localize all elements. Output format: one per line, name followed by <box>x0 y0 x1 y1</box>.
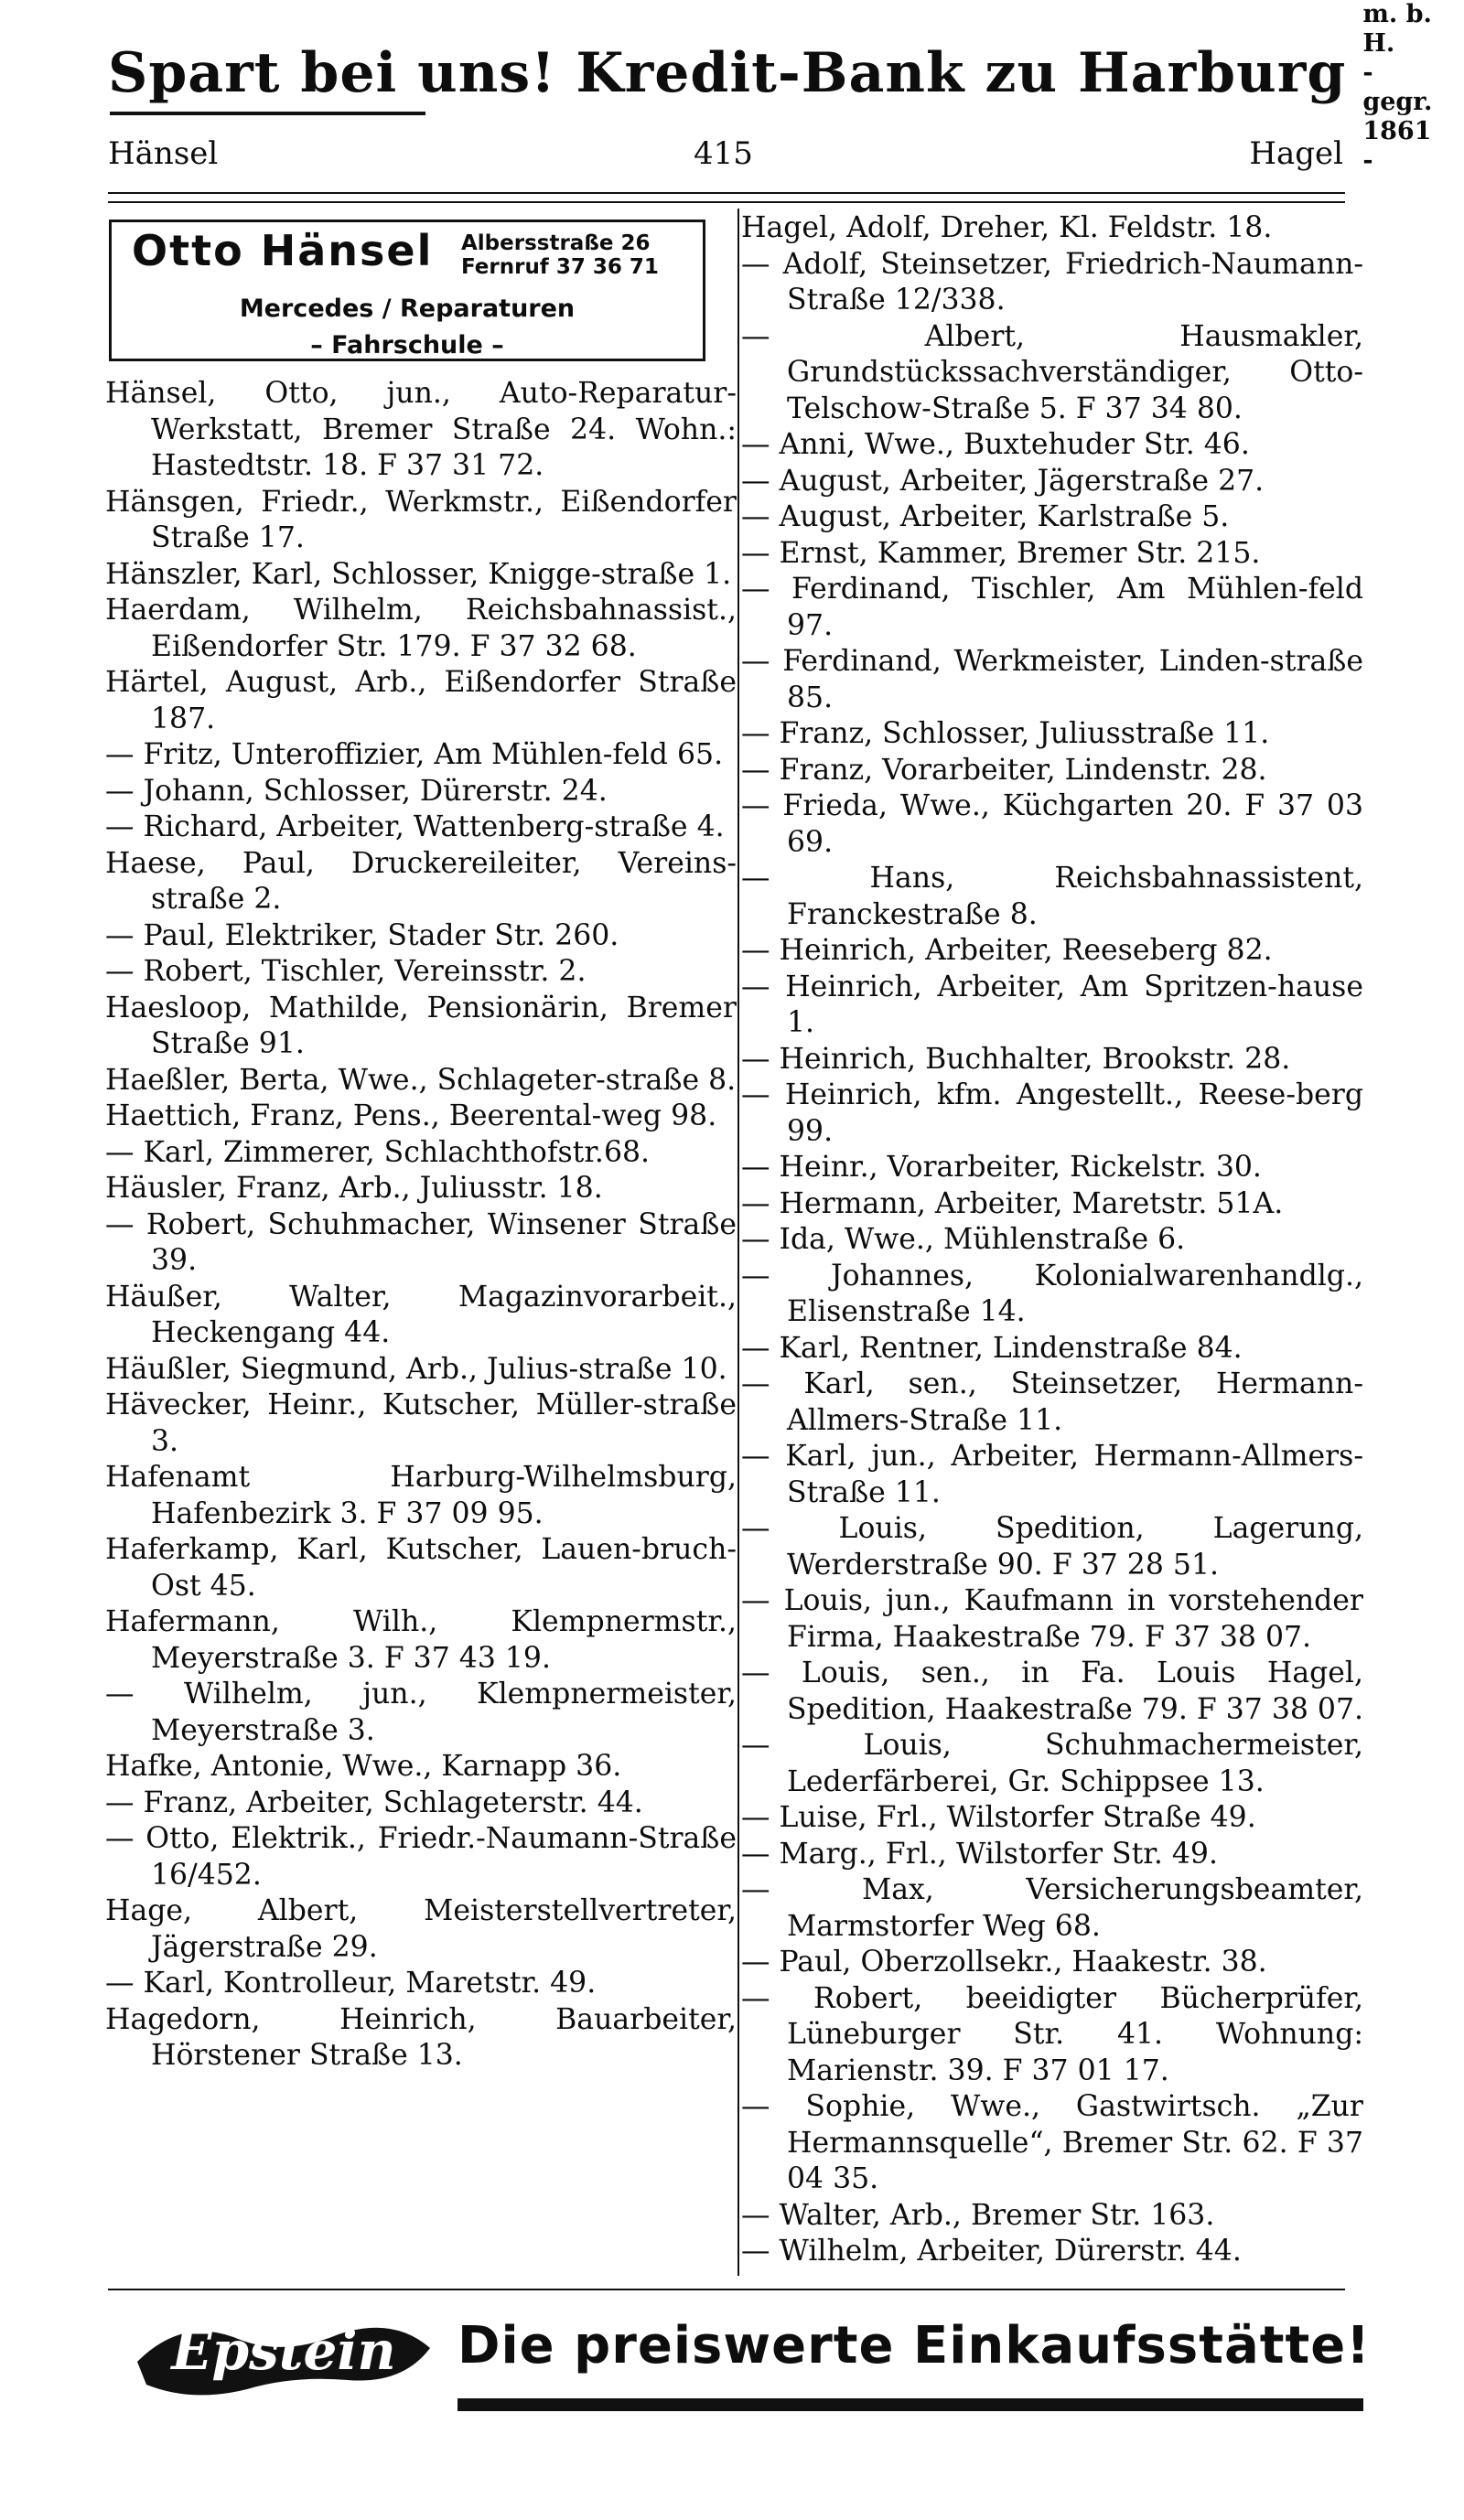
directory-entry: — Franz, Vorarbeiter, Lindenstr. 28. <box>741 753 1267 787</box>
directory-entry: — Adolf, Steinsetzer, Friedrich-Naumann-Straße 12/338. <box>741 247 1363 316</box>
otto-haensel-advertisement <box>109 220 705 361</box>
epstein-logo <box>128 2298 439 2417</box>
directory-entry: — Ernst, Kammer, Bremer Str. 215. <box>741 536 1261 570</box>
directory-entry: Hänsgen, Friedr., Werkmstr., Eißendorfer Straße 17. <box>105 485 737 554</box>
slogan-underline-bar <box>458 2398 1363 2411</box>
left-entry-list <box>105 376 737 2075</box>
right-entry-list <box>741 210 1363 2270</box>
directory-entry: — Wilhelm, Arbeiter, Dürerstr. 44. <box>741 2235 1242 2268</box>
directory-entry: — Heinr., Vorarbeiter, Rickelstr. 30. <box>741 1151 1262 1184</box>
directory-entry: — Karl, Zimmerer, Schlachthofstr.68. <box>105 1135 651 1169</box>
directory-entry: Häußer, Walter, Magazinvorarbeit., Heckengang 44. <box>105 1280 737 1349</box>
directory-entry: — Richard, Arbeiter, Wattenberg-straße 4. <box>105 810 725 843</box>
directory-entry: Häusler, Franz, Arb., Juliusstr. 18. <box>105 1172 603 1205</box>
directory-entry: — Ferdinand, Tischler, Am Mühlen-feld 97. <box>741 573 1363 642</box>
directory-entry: Hage, Albert, Meisterstellvertreter, Jägerstraße 29. <box>105 1894 737 1964</box>
directory-entry: — Max, Versicherungsbeamter, Marmstorfer Weg 68. <box>741 1873 1363 1943</box>
running-head-right: Hagel <box>1249 135 1343 172</box>
directory-entry: — Ida, Wwe., Mühlenstraße 6. <box>741 1223 1186 1256</box>
directory-entry: — Walter, Arb., Bremer Str. 163. <box>741 2198 1215 2232</box>
directory-entry: — Sophie, Wwe., Gastwirtsch. „Zur Hermannsquelle“, Bremer Str. 62. F 37 04 35. <box>741 2090 1363 2195</box>
banner-underline <box>110 112 425 115</box>
ad-company-name: Otto Hänsel <box>132 226 434 275</box>
ad-services: Mercedes / Reparaturen <box>239 295 576 323</box>
directory-entry: Haettich, Franz, Pens., Beerental-weg 98. <box>105 1099 717 1132</box>
ad-phone: Fernruf 37 36 71 <box>461 255 659 279</box>
directory-entry: — Louis, jun., Kaufmann in vorstehender Firma, Haakestraße 79. F 37 38 07. <box>741 1584 1363 1654</box>
page-number: 415 <box>694 135 753 172</box>
directory-entry: — Louis, Schuhmachermeister, Lederfärberei, Gr. Schippsee 13. <box>741 1729 1363 1798</box>
directory-entry: — Franz, Schlosser, Juliusstraße 11. <box>741 717 1270 750</box>
directory-entry: — Heinrich, kfm. Angestellt., Reese-berg 99. <box>741 1078 1363 1148</box>
directory-entry: — Louis, sen., in Fa. Louis Hagel, Spedition, Haakestraße 79. F 37 38 07. <box>741 1657 1364 1726</box>
directory-entry: — August, Arbeiter, Karlstraße 5. <box>741 500 1230 533</box>
directory-entry: — Otto, Elektrik., Friedr.-Naumann-Straße 16/452. <box>105 1822 737 1892</box>
directory-entry: — Karl, Rentner, Lindenstraße 84. <box>741 1331 1243 1365</box>
directory-entry: Hänszler, Karl, Schlosser, Knigge-straße 1. <box>105 557 732 591</box>
ad-driving-school: – Fahrschule – <box>310 331 504 359</box>
directory-entry: — Karl, jun., Arbeiter, Hermann-Allmers-Straße 11. <box>741 1440 1363 1509</box>
banner-founded: - gegr. 1861 - <box>1362 59 1433 175</box>
header-double-rule <box>108 192 1345 203</box>
directory-entry: Hafke, Antonie, Wwe., Karnapp 36. <box>105 1750 622 1783</box>
directory-entry: — Robert, Tischler, Vereinsstr. 2. <box>105 955 587 988</box>
bottom-advertisement <box>128 2298 1371 2435</box>
directory-entry: — Paul, Oberzollsekr., Haakestr. 38. <box>741 1946 1267 1978</box>
column-divider <box>737 209 739 2276</box>
directory-entry: — Johannes, Kolonialwarenhandlg., Elisenstraße 14. <box>741 1259 1363 1328</box>
running-head <box>108 135 1343 181</box>
logo-word: Epstein <box>171 2320 396 2382</box>
directory-entry: — Karl, sen., Steinsetzer, Hermann-Allmers-Straße 11. <box>741 1367 1363 1437</box>
directory-entry: — Heinrich, Buchhalter, Brookstr. 28. <box>741 1042 1291 1076</box>
directory-entry: — Marg., Frl., Wilstorfer Str. 49. <box>741 1837 1218 1871</box>
directory-entry: Hänsel, Otto, jun., Auto-Reparatur-Werkstatt, Bremer Straße 24. Wohn.: Hastedtstr. 18. F 37 31 72. <box>105 377 737 482</box>
directory-entry: Hävecker, Heinr., Kutscher, Müller-straße 3. <box>105 1389 737 1458</box>
directory-entry: — Anni, Wwe., Buxtehuder Str. 46. <box>741 428 1250 461</box>
directory-entry: — Robert, Schuhmacher, Winsener Straße 39. <box>105 1207 737 1277</box>
directory-entry: — Ferdinand, Werkmeister, Linden-straße 85. <box>741 645 1363 714</box>
directory-entry: — Fritz, Unteroffizier, Am Mühlen-feld 65. <box>105 738 724 771</box>
directory-entry: Haese, Paul, Druckereileiter, Vereins-straße 2. <box>105 846 737 916</box>
directory-entry: Härtel, August, Arb., Eißendorfer Straße 187. <box>105 666 737 735</box>
directory-entry: — Albert, Hausmakler, Grundstückssachverständiger, Otto-Telschow-Straße 5. F 37 34 80. <box>741 319 1363 425</box>
running-head-left: Hänsel <box>108 135 219 172</box>
directory-entry: — Hermann, Arbeiter, Maretstr. 51A. <box>741 1186 1284 1220</box>
directory-entry: — Johann, Schlosser, Dürerstr. 24. <box>105 774 608 808</box>
directory-entry: Haerdam, Wilhelm, Reichsbahnassist., Eißendorfer Str. 179. F 37 32 68. <box>105 594 737 663</box>
directory-entry: — Heinrich, Arbeiter, Reeseberg 82. <box>741 934 1273 967</box>
bottom-slogan: Die preiswerte Einkaufsstätte! <box>458 2316 1371 2375</box>
directory-entry: Haesloop, Mathilde, Pensionärin, Bremer Straße 91. <box>105 991 737 1060</box>
directory-entry: — Hans, Reichsbahnassistent, Franckestraße 8. <box>741 862 1363 931</box>
directory-entry: Hagel, Adolf, Dreher, Kl. Feldstr. 18. <box>741 211 1273 244</box>
directory-entry: — Louis, Spedition, Lagerung, Werderstraße 90. F 37 28 51. <box>741 1512 1363 1582</box>
directory-entry: — Luise, Frl., Wilstorfer Straße 49. <box>741 1801 1256 1834</box>
directory-entry: Hafermann, Wilh., Klempnermstr., Meyerstraße 3. F 37 43 19. <box>105 1605 737 1675</box>
directory-entry: — Heinrich, Arbeiter, Am Spritzen-hause 1. <box>741 970 1363 1039</box>
banner-slogan: Spart bei uns! Kredit-Bank zu Harburg <box>108 41 1347 105</box>
directory-entry: Haferkamp, Karl, Kutscher, Lauen-bruch-Ost 45. <box>105 1533 737 1603</box>
directory-entry: — Wilhelm, jun., Klempnermeister, Meyerstraße 3. <box>105 1678 737 1747</box>
directory-entry: — Franz, Arbeiter, Schlageterstr. 44. <box>105 1785 643 1819</box>
right-column <box>741 210 1363 2270</box>
banner-company-info <box>1362 0 1432 176</box>
footer-rule <box>108 2289 1345 2290</box>
directory-entry: — Robert, beeidigter Bücherprüfer, Lüneburger Str. 41. Wohnung: Marienstr. 39. F 37 01 17. <box>741 1981 1363 2087</box>
ad-address: Albersstraße 26 <box>461 231 651 255</box>
directory-entry: Hafenamt Harburg-Wilhelmsburg, Hafenbezirk 3. F 37 09 95. <box>105 1461 737 1530</box>
directory-entry: Haeßler, Berta, Wwe., Schlageter-straße 8. <box>105 1063 737 1097</box>
directory-entry: — Paul, Elektriker, Stader Str. 260. <box>105 918 619 952</box>
directory-entry: Hagedorn, Heinrich, Bauarbeiter, Hörstener Straße 13. <box>105 2002 737 2072</box>
directory-entry: Häußler, Siegmund, Arb., Julius-straße 10. <box>105 1352 727 1386</box>
banner-legal-form: m. b. H. <box>1362 0 1432 58</box>
directory-entry: — Karl, Kontrolleur, Maretstr. 49. <box>105 1967 597 2000</box>
directory-entry: — August, Arbeiter, Jägerstraße 27. <box>741 464 1265 498</box>
ad-contact <box>461 231 659 279</box>
left-column <box>105 210 737 2075</box>
directory-entry: — Frieda, Wwe., Küchgarten 20. F 37 03 69. <box>741 789 1363 859</box>
